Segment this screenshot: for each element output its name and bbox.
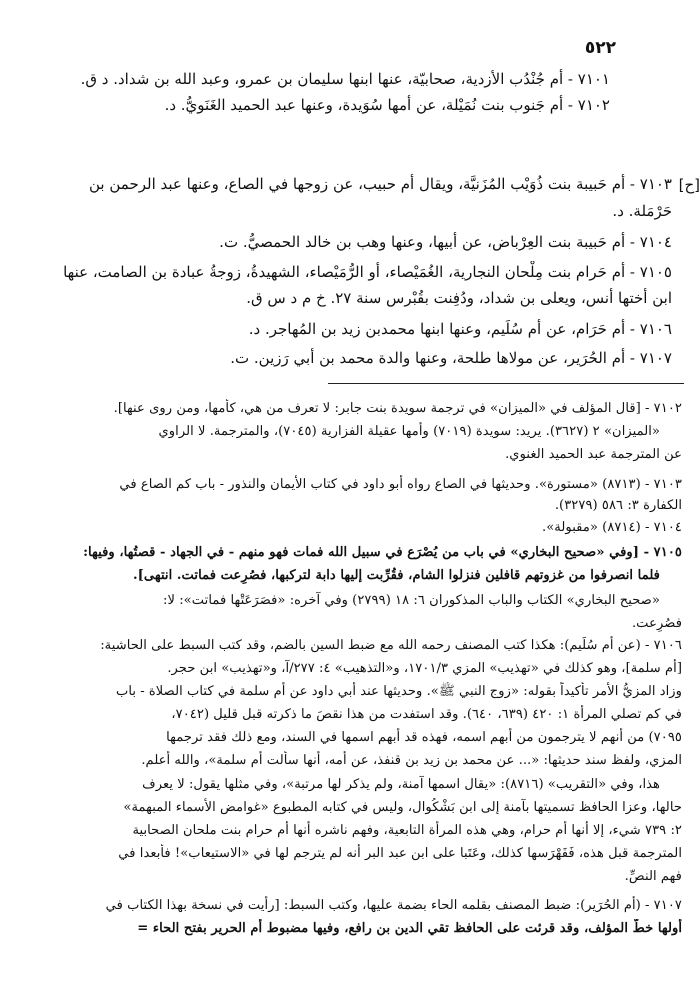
footnote-line: المزي، ولفظ سند حديثها: «... عن محمد بن زيد بن قنفذ، عن أمه، أنها سألت أم سلمة»، والله أعلم. bbox=[141, 753, 682, 768]
page-number: ٥٢٢ bbox=[584, 38, 616, 58]
footnote-line: المترجمة قبل هذه، فَفَهْرَسها كذلك، وعَتَبا على ابن عبد البر أنه لم يترجم لها في «الاستيعاب»! فأبعدا في bbox=[118, 846, 682, 861]
footnote-line: وزاد المزيُّ الأمر تأكيداً بقوله: «زوج النبي ﷺ». وحديثها عند أبي داود عن أم سلمة في كتاب الصلاة - باب bbox=[115, 684, 682, 699]
footnote-line: حالها، وعزا الحافظ تسميتها بآمنة إلى ابن بَشْكُوال، وليس في كتابه المطبوع «غوامض الأسماء المبهمة» bbox=[123, 800, 682, 815]
entry-7101: ٧١٠١ - أم جُنْدُب الأزدية، صحابيّة، عنها ابنها سليمان بن عمرو، وعبد الله بن شداد. د ق. bbox=[80, 70, 610, 88]
footnote-line: ٧١٠٥ - [وفي «صحيح البخاري» في باب من يُصْرَع في سبيل الله فمات فهو منهم - في الجهاد - قصتُها، وفيها: bbox=[83, 545, 682, 560]
footnote-line: هذا، وفي «التقريب» (٨٧١٦): «يقال اسمها آمنة، ولم يذكر لها مرتبة»، وفي مثلها يقول: لا يعرف bbox=[142, 777, 660, 792]
entry-7105: ٧١٠٥ - أم حَرام بنت مِلْحان النجارية، الغُمَيْصاء، أو الرُّمَيْصاء، الشهيدةُ، زوجةُ عبادة بن الصامت، عنها bbox=[63, 263, 672, 281]
footnote-separator bbox=[328, 383, 684, 384]
footnote-line: أولها خطُّ المؤلف، وقد قرئت على الحافظ تقي الدين بن رافع، وفيها مضبوط أم الحرير بفتح الحاء = bbox=[137, 921, 682, 936]
entry-7107: ٧١٠٧ - أم الحُرَير، عن مولاها طلحة، وعنها والدة محمد بن أبي رَزين. ت. bbox=[230, 349, 672, 367]
margin-mark: [ح] bbox=[678, 176, 700, 194]
entry-7104: ٧١٠٤ - أم حَبيبة بنت العِرْباض، عن أبيها، وعنها وهب بن خالد الحمصيُّ. ت. bbox=[219, 233, 672, 251]
footnote-line: عن المترجمة عبد الحميد الغنوي. bbox=[505, 447, 682, 462]
footnote-line: ٧١٠٤ - (٨٧١٤) «مقبولة». bbox=[542, 520, 682, 535]
entry-7105-cont: ابن أختها أنس، ويعلى بن شداد، ودُفِنت بقُبْرس سنة ٢٧. خ م د س ق. bbox=[246, 289, 672, 307]
footnote-line: في كم تصلي المرأة ١: ٤٢٠ (٦٣٩، ٦٤٠). وقد استفدت من هذا نقصَ ما ذكرته قبل قليل (٧٠٤٢، bbox=[171, 707, 682, 722]
entry-7103-cont: حَرْمَلة. د. bbox=[612, 202, 672, 220]
footnote-line: فهم النصِّ. bbox=[624, 869, 682, 884]
footnote-line: ٢: ٧٣٩ شيء، إلا أنها أم حرام، وهي هذه المرأة التابعية، وفهم ناشره أنها أم حرام بنت ملحان الصحابية bbox=[132, 823, 682, 838]
footnote-line: ٧١٠٣ - (٨٧١٣) «مستورة». وحديثها في الصاع رواه أبو داود في كتاب الأيمان والنذور - باب كم الصاع في bbox=[119, 477, 682, 492]
entry-7103: ٧١٠٣ - أم حَبيبة بنت ذُوَيْب المُزَنيَّة، ويقال أم حبيب، عن زوجها في الصاع، وعنها عبد الرحمن بن bbox=[89, 175, 672, 193]
footnote-line: «صحيح البخاري» الكتاب والباب المذكوران ٦: ١٨ (٢٧٩٩) وفي آخره: «فصَرَعَتْها فماتت»: لا: bbox=[163, 593, 660, 608]
footnote-line: ٧١٠٦ - (عن أم سُلَيم): هكذا كتب المصنف رحمه الله مع ضبط السين بالضم، وقد كتب السبط على الحاشية: bbox=[100, 638, 682, 653]
footnote-line: «الميزان» ٢ (٣٦٢٧). يريد: سويدة (٧٠١٩) وأمها عقيلة الفزارية (٧٠٤٥)، والمترجمة. لا الراوي bbox=[158, 424, 660, 439]
footnote-line: فصُرِعت. bbox=[631, 616, 682, 631]
entry-7102: ٧١٠٢ - أم جَنوب بنت نُمَيْلة، عن أمها سُوَيدة، وعنها عبد الحميد الغَنَويُّ. د. bbox=[164, 96, 610, 114]
entry-7106: ٧١٠٦ - أم حَرَام، عن أم سُلَيم، وعنها ابنها محمدبن زيد بن المُهاجر. د. bbox=[248, 320, 672, 338]
footnote-line: [أم سلمة]، وهو كذلك في «تهذيب» المزي ١٧٠١/٣، و«التذهيب» ٤: ٢٧٧/آ، و«تهذيب» ابن حجر. bbox=[167, 661, 682, 676]
footnote-line: ٧١٠٧ - (أم الحُرَير): ضبط المصنف بقلمه الحاء بضمة عليها، وكتب السبط: [رأيت في نسخة بهذا الكتاب في bbox=[105, 898, 682, 913]
footnote-line: فلما انصرفوا من غزوتهم قافلين فنزلوا الشام، فقُرِّبت إليها دابة لتركبها، فصُرِعت فماتت. انتهى]. bbox=[133, 568, 660, 583]
footnote-line: الكفارة ٣: ٥٨٦ (٣٢٧٩). bbox=[554, 498, 682, 513]
footnote-line: ٧٠٩٥) من أنهم لا يترجمون من أبهم اسمه، فهذه قد أبهم اسمها في السند، ومع ذلك فقد ترجمها bbox=[166, 730, 682, 745]
footnote-line: ٧١٠٢ - [قال المؤلف في «الميزان» في ترجمة سويدة بنت جابر: لا تعرف من هي، كأمها، ومن روى عنها]. bbox=[113, 401, 682, 416]
